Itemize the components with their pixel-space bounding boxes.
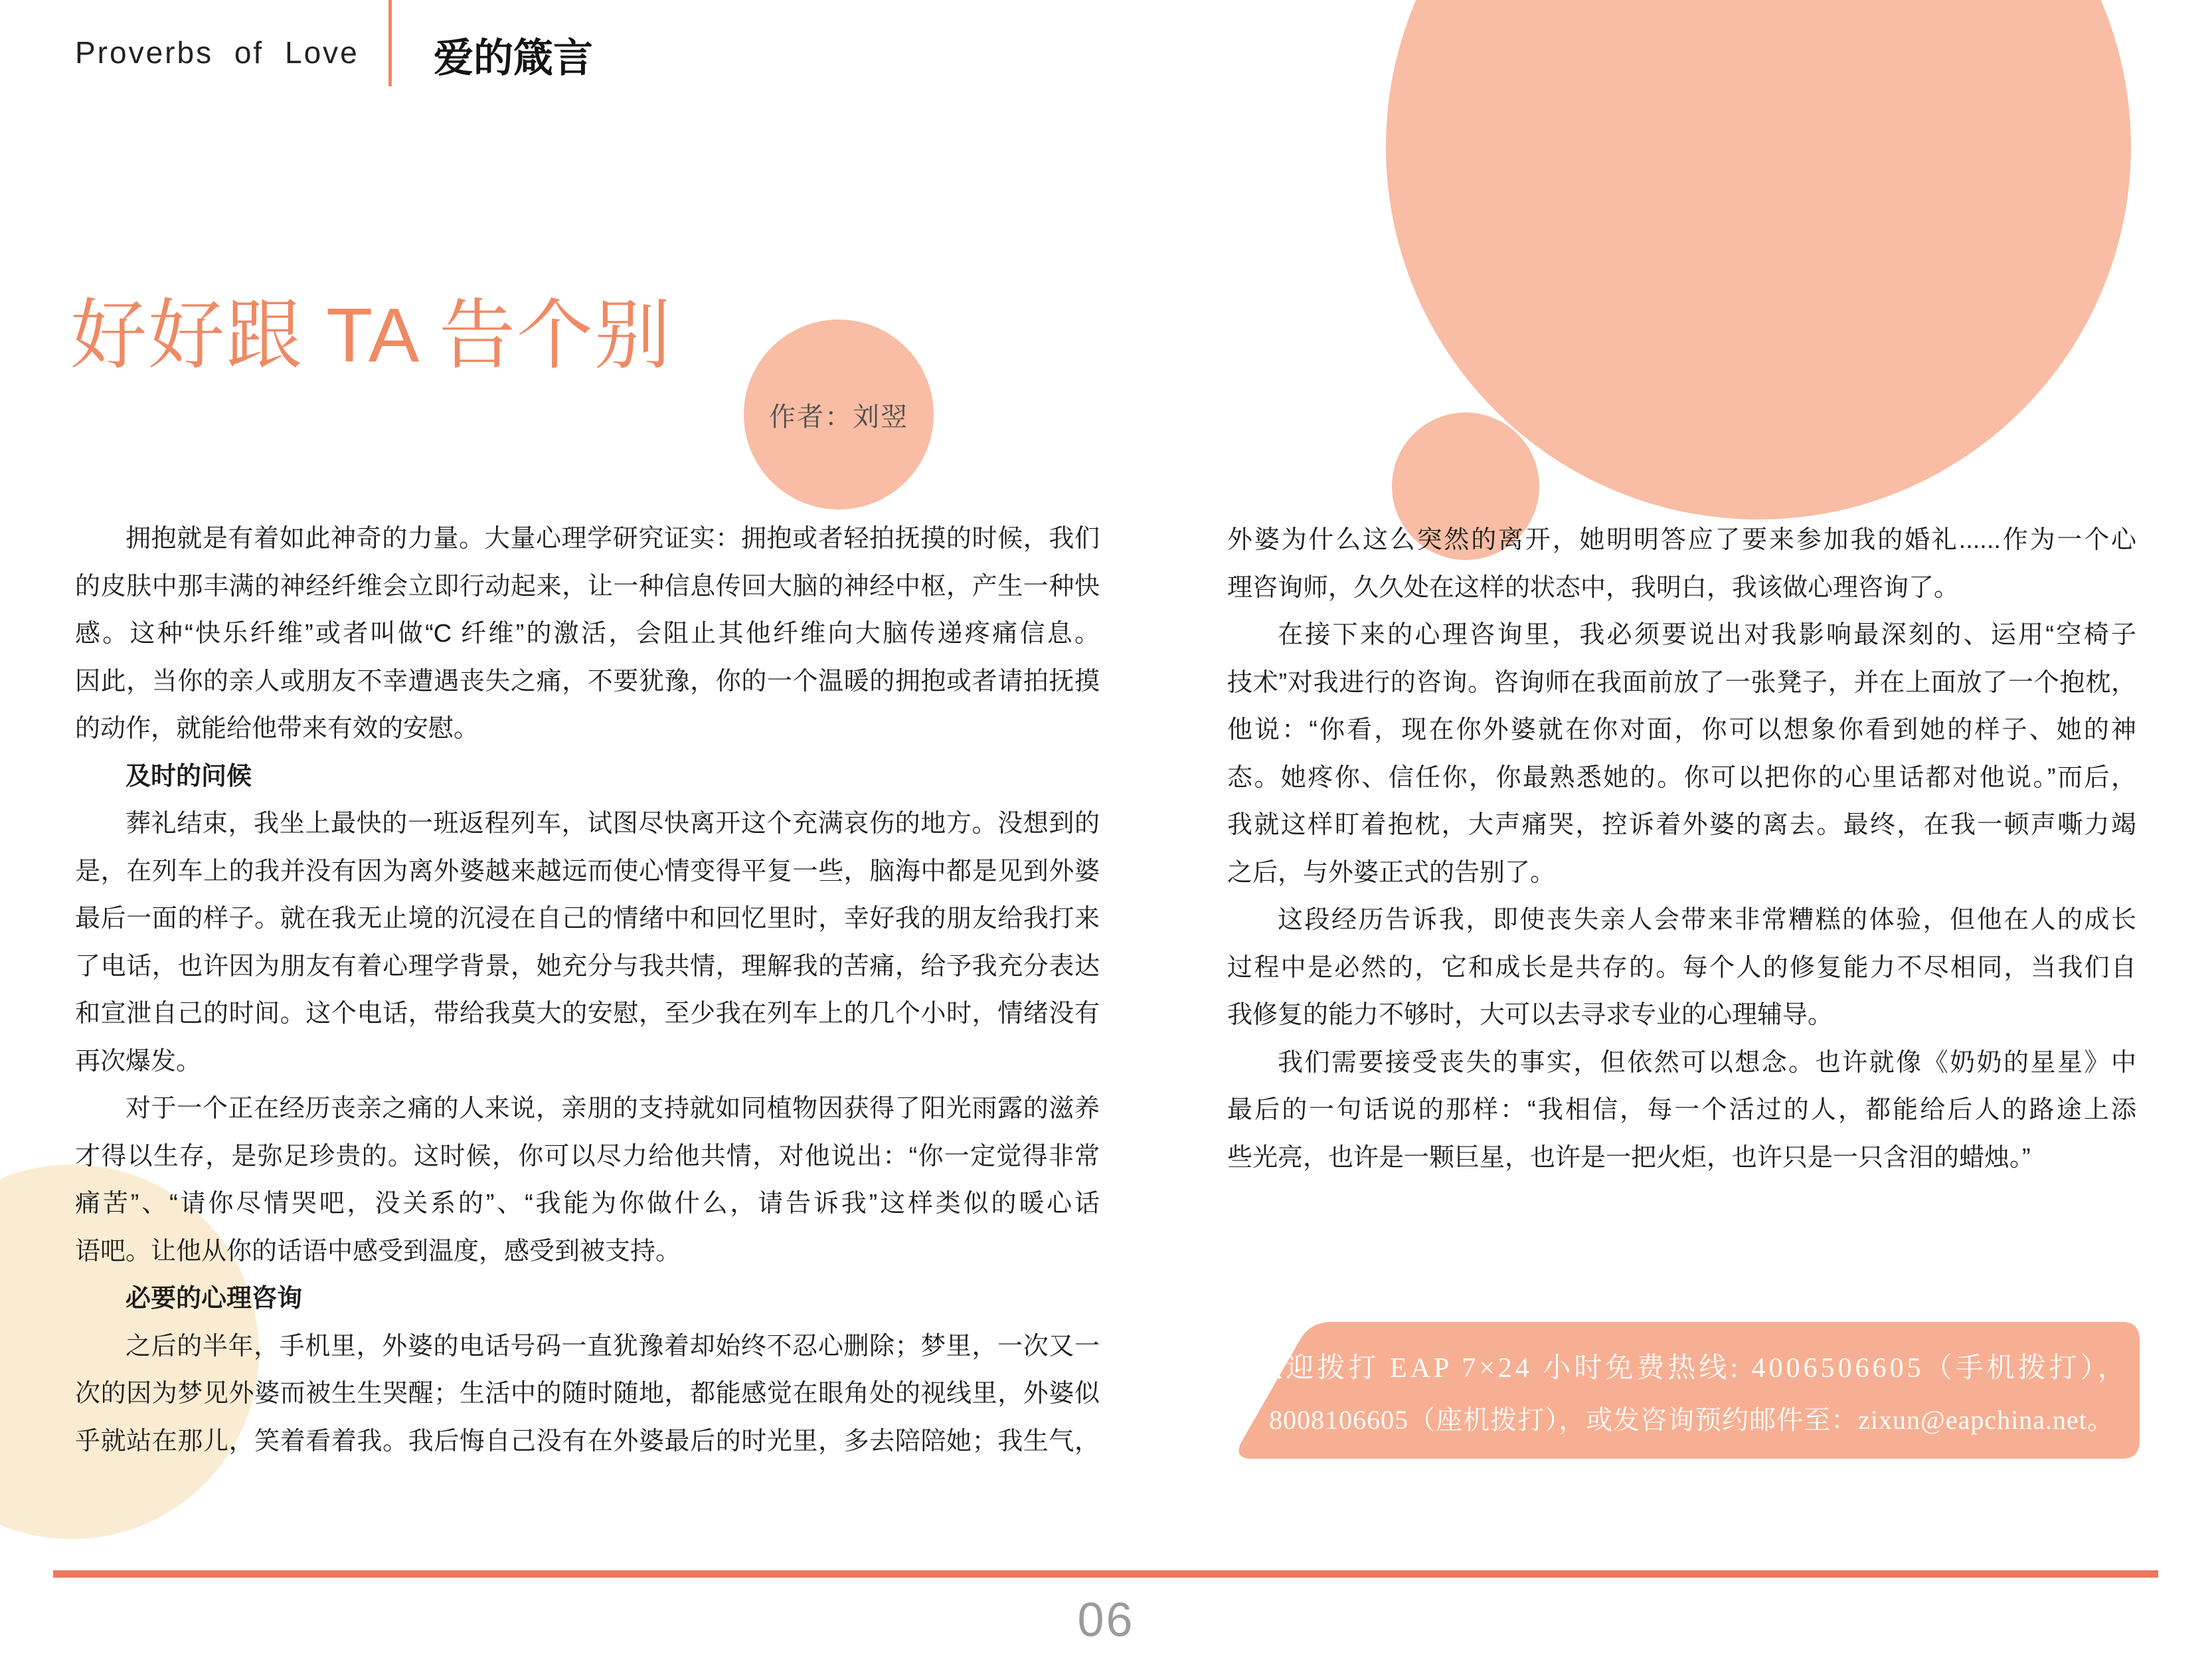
text-line: 最后一面的样子。就在我无止境的沉浸在自己的情绪中和回忆里时，幸好我的朋友给我打来 [75,905,1100,933]
article-left-column [75,515,1100,1465]
text-line: 葬礼结束，我坐上最快的一班返程列车，试图尽快离开这个充满哀伤的地方。没想到的 [126,810,1100,838]
text-line: 理咨询师，久久处在这样的状态中，我明白，我该做心理咨询了。 [1227,573,1960,602]
header-divider-line [388,0,392,86]
text-line: 些光亮，也许是一颗巨星，也许是一把火炬，也许只是一只含泪的蜡烛。” [1227,1143,2031,1172]
text-line: 在接下来的心理咨询里，我必须要说出对我影响最深刻的、运用“空椅子 [1278,621,2136,649]
hotline-line1: 欢迎拨打 EAP 7×24 小时免费热线: 4006506605（手机拨打）， [1254,1352,2129,1384]
article-right-column [1227,517,2136,1182]
page-number: 06 [1077,1594,1135,1647]
hotline-line2: 8008106605（座机拨打），或发咨询预约邮件至：zixun@eapchina.net。 [1269,1404,2114,1435]
text-line: 技术”对我进行的咨询。咨询师在我面前放了一张凳子，并在上面放了一个抱枕， [1227,668,2136,697]
author-name: 作者：刘翌 [769,402,908,432]
text-line: 我修复的能力不够时，大可以去寻求专业的心理辅导。 [1227,1001,1833,1029]
text-line: 我就这样盯着抱枕，大声痛哭，控诉着外婆的离去。最终，在我一顿声嘶力竭 [1227,811,2136,839]
header-english-title: Proverbs of Love [75,35,359,70]
header-chinese-title: 爱的箴言 [434,37,593,80]
text-line: 态。她疼你、信任你，你最熟悉她的。你可以把你的心里话都对他说。”而后， [1227,763,2136,792]
text-line: 过程中是必然的，它和成长是共存的。每个人的修复能力不尽相同，当我们自 [1227,953,2136,982]
text-line: 才得以生存，是弥足珍贵的。这时候，你可以尽力给他共情，对他说出：“你一定觉得非常 [75,1142,1100,1170]
text-line: 的皮肤中那丰满的神经纤维会立即行动起来，让一种信息传回大脑的神经中枢，产生一种快 [75,572,1100,600]
article-title: 好好跟 TA 告个别 [70,293,672,378]
text-line: 再次爆发。 [75,1047,202,1075]
text-line: 这段经历告诉我，即使丧失亲人会带来非常糟糕的体验，但他在人的成长 [1278,906,2136,934]
text-line: 和宣泄自己的时间。这个电话，带给我莫大的安慰，至少我在列车上的几个小时，情绪没有 [75,1000,1100,1028]
text-line: 次的因为梦见外婆而被生生哭醒；生活中的随时随地，都能感觉在眼角处的视线里，外婆似 [75,1380,1100,1408]
text-line: 乎就站在那儿，笑着看着我。我后悔自己没有在外婆最后的时光里，多去陪陪她；我生气， [75,1427,1100,1455]
text-line: 对于一个正在经历丧亲之痛的人来说，亲朋的支持就如同植物因获得了阳光雨露的滋养 [126,1095,1100,1123]
text-line: 拥抱就是有着如此神奇的力量。大量心理学研究证实：拥抱或者轻拍抚摸的时候，我们 [126,525,1100,553]
text-line: 感。这种“快乐纤维”或者叫做“C 纤维”的激活，会阻止其他纤维向大脑传递疼痛信息。 [75,620,1100,648]
text-line: 是，在列车上的我并没有因为离外婆越来越远而使心情变得平复一些，脑海中都是见到外婆 [75,857,1100,885]
hotline-text-block [1254,1334,2129,1448]
text-line: 外婆为什么这么突然的离开，她明明答应了要来参加我的婚礼......作为一个心 [1227,526,2136,554]
text-line: 的动作，就能给他带来有效的安慰。 [75,715,479,743]
text-line: 了电话，也许因为朋友有着心理学背景，她充分与我共情，理解我的苦痛，给予我充分表达 [75,952,1100,980]
text-line: 语吧。让他从你的话语中感受到温度，感受到被支持。 [75,1237,681,1265]
section-heading: 及时的问候 [126,762,252,790]
text-line: 痛苦”、“请你尽情哭吧，没关系的”、“我能为你做什么，请告诉我”这样类似的暖心话 [75,1190,1100,1218]
text-line: 之后的半年，手机里，外婆的电话号码一直犹豫着却始终不忍心删除；梦里，一次又一 [126,1332,1100,1360]
text-line: 我们需要接受丧失的事实，但依然可以想念。也许就像《奶奶的星星》中 [1278,1048,2136,1077]
text-line: 最后的一句话说的那样：“我相信，每一个活过的人，都能给后人的路途上添 [1227,1096,2136,1124]
section-heading: 必要的心理咨询 [126,1285,303,1313]
text-line: 他说：“你看，现在你外婆就在你对面，你可以想象你看到她的样子、她的神 [1227,716,2136,744]
author-badge [744,320,934,509]
text-line: 之后，与外婆正式的告别了。 [1227,858,1556,887]
text-line: 因此，当你的亲人或朋友不幸遭遇丧失之痛，不要犹豫，你的一个温暖的拥抱或者请拍抚摸 [75,667,1100,695]
footer-rule [53,1570,2158,1578]
